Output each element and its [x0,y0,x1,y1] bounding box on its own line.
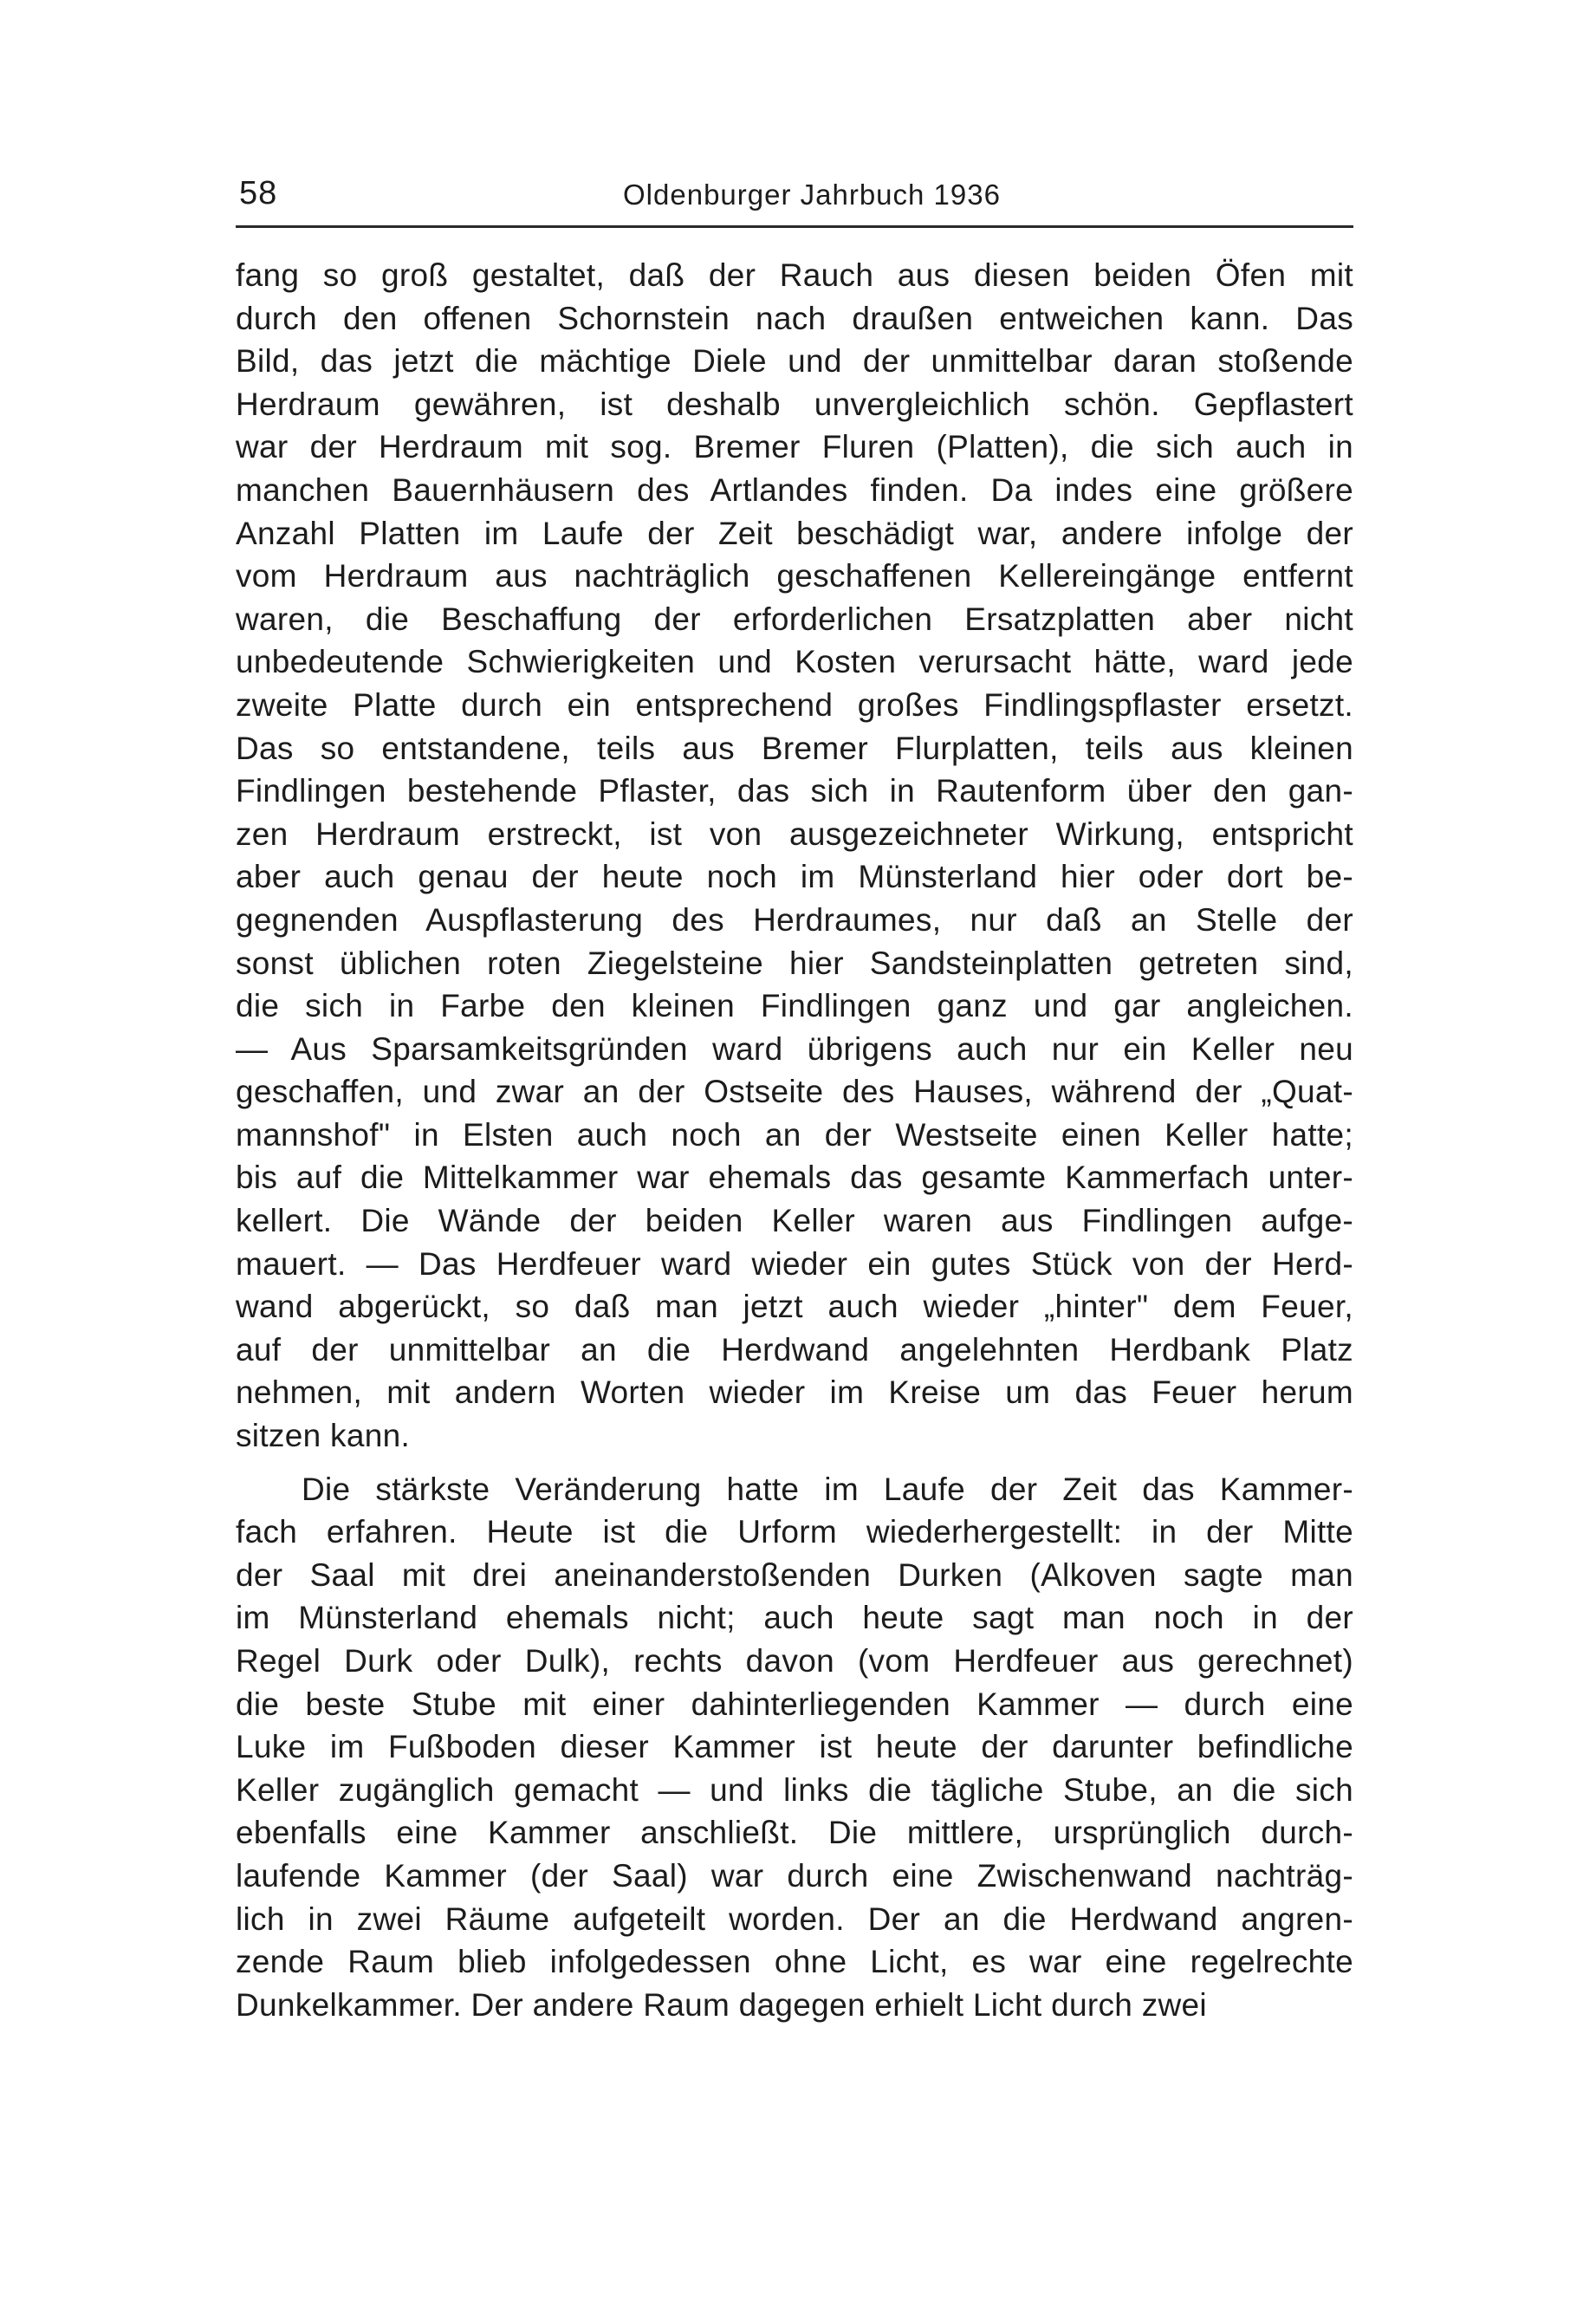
text-line: gegnenden Auspflasterung des Herdraumes, nur daß an Stelle der [236,901,1353,938]
text-line: Findlingen bestehende Pflaster, das sich in Rautenform über den gan- [236,773,1353,809]
text-line: geschaffen, und zwar an der Ostseite des Hauses, während der „Quat- [236,1074,1353,1110]
text-line: wand abgerückt, so daß man jetzt auch wieder „hinter" dem Feuer, [236,1289,1353,1325]
text-line: lich in zwei Räume aufgeteilt worden. Der an die Herdwand angren- [236,1900,1353,1937]
text-line: im Münsterland ehemals nicht; auch heute sagt man noch in der [236,1600,1353,1636]
text-line: Keller zugänglich gemacht — und links die tägliche Stube, an die sich [236,1771,1353,1808]
text-line: Luke im Fußboden dieser Kammer ist heute der darunter befindliche [236,1729,1353,1765]
text-line: durch den offenen Schornstein nach draußen entweichen kann. Das [236,300,1353,336]
text-line: Dunkelkammer. Der andere Raum dagegen erhielt Licht durch zwei [236,1986,1207,2023]
text-line: waren, die Beschaffung der erforderlichen Ersatzplatten aber nicht [236,601,1353,637]
text-line: Das so entstandene, teils aus Bremer Flurplatten, teils aus kleinen [236,730,1353,766]
text-line: Bild, das jetzt die mächtige Diele und der unmittelbar daran stoßende [236,343,1353,380]
text-line: manchen Bauernhäusern des Artlandes finden. Da indes eine größere [236,471,1353,508]
text-line: sonst üblichen roten Ziegelsteine hier Sandsteinplatten getreten sind, [236,945,1353,981]
text-line: die sich in Farbe den kleinen Findlingen ganz und gar angleichen. [236,988,1353,1024]
text-line: vom Herdraum aus nachträglich geschaffenen Kellereingänge entfernt [236,558,1353,594]
text-line: mannshof" in Elsten auch noch an der Westseite einen Keller hatte; [236,1116,1353,1153]
text-line: die beste Stube mit einer dahinterliegenden Kammer — durch eine [236,1686,1353,1722]
text-line: fach erfahren. Heute ist die Urform wiederhergestellt: in der Mitte [236,1514,1353,1550]
text-line: mauert. — Das Herdfeuer ward wieder ein gutes Stück von der Herd- [236,1245,1353,1282]
text-line: Herdraum gewähren, ist deshalb unvergleichlich schön. Gepflastert [236,386,1353,422]
running-title: Oldenburger Jahrbuch 1936 [623,179,1001,211]
page-header [236,173,1353,228]
text-line: Die stärkste Veränderung hatte im Laufe der Zeit das Kammer- [302,1471,1353,1507]
text-line: unbedeutende Schwierigkeiten und Kosten verursacht hätte, ward jede [236,644,1353,680]
page-number: 58 [239,175,278,211]
text-line: fang so groß gestaltet, daß der Rauch aus diesen beiden Öfen mit [236,257,1353,293]
text-line: sitzen kann. [236,1418,411,1454]
text-line: ebenfalls eine Kammer anschließt. Die mittlere, ursprünglich durch- [236,1815,1353,1851]
text-line: auf der unmittelbar an die Herdwand angelehnten Herdbank Platz [236,1331,1353,1368]
paragraph [236,1468,1353,2027]
text-line: zen Herdraum erstreckt, ist von ausgezeichneter Wirkung, entspricht [236,815,1353,852]
paragraph [236,254,1353,1458]
text-line: der Saal mit drei aneinanderstoßenden Durken (Alkoven sagte man [236,1556,1353,1593]
paragraph-gap [236,1458,1353,1468]
text-line: kellert. Die Wände der beiden Keller waren aus Findlingen aufge- [236,1203,1353,1239]
text-line: zende Raum blieb infolgedessen ohne Licht, es war eine regelrechte [236,1944,1353,1980]
text-line: nehmen, mit andern Worten wieder im Kreise um das Feuer herum [236,1374,1353,1411]
text-line: aber auch genau der heute noch im Münsterland hier oder dort be- [236,859,1353,895]
text-line: — Aus Sparsamkeitsgründen ward übrigens auch nur ein Keller neu [236,1030,1353,1067]
body-text [236,254,1353,2026]
text-line: bis auf die Mittelkammer war ehemals das gesamte Kammerfach unter- [236,1160,1353,1196]
text-line: war der Herdraum mit sog. Bremer Fluren (Platten), die sich auch in [236,429,1353,465]
text-line: Regel Durk oder Dulk), rechts davon (vom Herdfeuer aus gerechnet) [236,1643,1353,1679]
text-line: zweite Platte durch ein entsprechend großes Findlingspflaster ersetzt. [236,686,1353,723]
text-line: laufende Kammer (der Saal) war durch eine Zwischenwand nachträg- [236,1857,1353,1894]
text-line: Anzahl Platten im Laufe der Zeit beschädigt war, andere infolge der [236,515,1353,551]
